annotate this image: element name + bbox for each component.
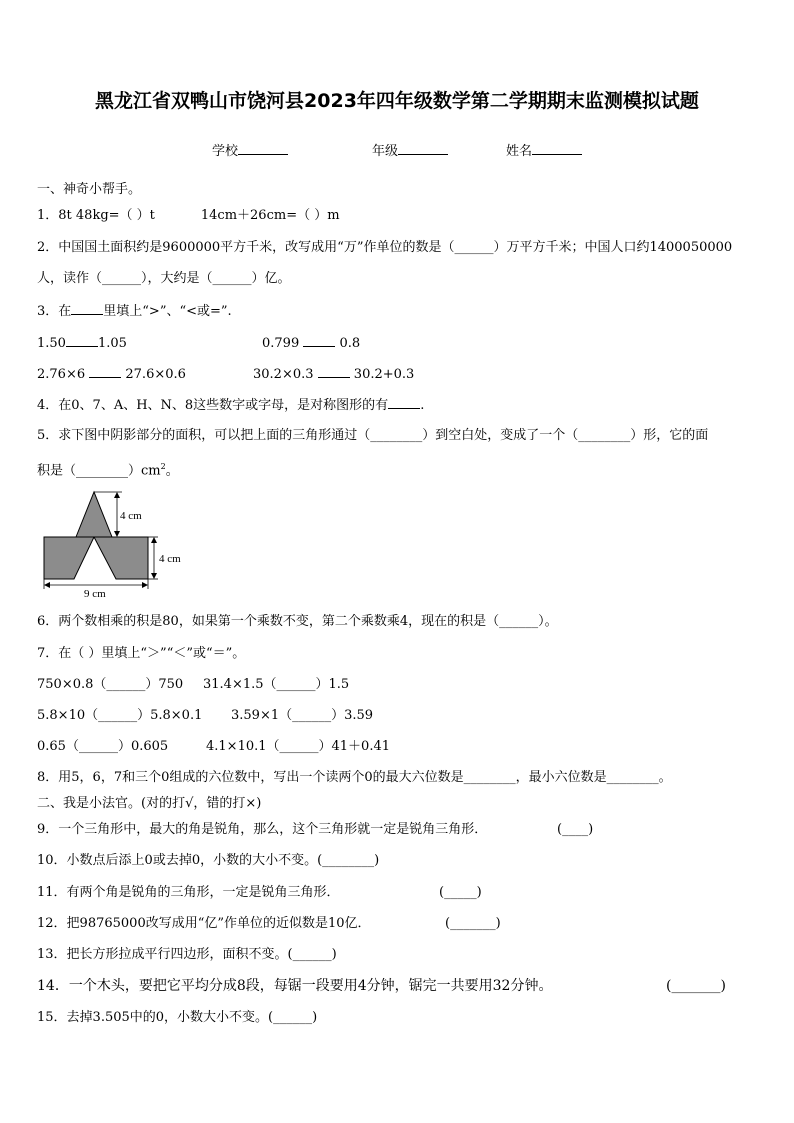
question-12-answer[interactable]: (_______) [445,916,501,931]
question-8: 8．用5，6，7和三个0组成的六位数中，写出一个读两个0的最大六位数是________，最小六位数是________。 [37,770,672,785]
name-field[interactable] [506,140,582,159]
question-7-row-3a: 0.65（______）0.605 [37,739,169,754]
question-1a: 1．8t 48kg=（ ）t [37,208,155,223]
answer-blank[interactable] [89,364,121,378]
label-right-height: 4 cm [159,553,181,565]
question-11: 11．有两个角是锐角的三角形，一定是锐角三角形． [37,885,340,900]
question-7-row-3b: 4.1×10.1（______）41＋0.41 [206,739,390,754]
school-field[interactable] [212,140,288,159]
page-title: 黑龙江省双鸭山市饶河县2023年四年级数学第二学期期末监测模拟试题 [95,90,699,112]
section-2-heading: 二、我是小法官。(对的打√，错的打×) [37,796,262,811]
grade-blank[interactable] [398,141,448,155]
question-15: 15．去掉3.505中的0，小数大小不变。(______) [37,1010,318,1025]
question-7: 7．在（ ）里填上“＞”“＜”或“＝”。 [37,646,246,661]
question-1 [37,207,340,225]
question-10: 10．小数点后添上0或去掉0，小数的大小不变。(________) [37,853,380,868]
shaded-area-figure [36,487,196,599]
name-label: 姓名 [506,144,533,159]
question-7-row-1b: 31.4×1.5（______）1.5 [203,677,350,692]
question-12: 12．把98765000改写成用“亿”作单位的近似数是10亿． [37,916,371,931]
question-2-line-1: 2．中国国土面积约是9600000平方千米，改写成用“万”作单位的数是（______）万平方千米；中国人口约1400050000 [37,240,733,255]
answer-blank[interactable] [303,333,335,347]
question-2-line-2: 人，读作（______），大约是（______）亿。 [37,271,291,286]
answer-blank[interactable] [318,364,350,378]
grade-label: 年级 [372,144,399,159]
question-3-row-2b: 30.2×0.3 30.2+0.3 [253,364,414,384]
school-label: 学校 [212,144,239,159]
question-3-row-1: 1.50 1.05 [37,333,127,353]
question-7-row-2b: 3.59×1（______）3.59 [231,708,374,723]
question-9-answer[interactable]: (____) [557,822,594,837]
question-3-row-2: 2.76×6 27.6×0.6 [37,364,186,384]
question-14: 14．一个木头，要把它平均分成8段，每锯一段要用4分钟，锯完一共要用32分钟。 [37,978,553,994]
grade-field[interactable] [372,140,448,159]
section-1-heading: 一、神奇小帮手。 [37,182,142,197]
question-3-row-1b: 0.799 0.8 [262,333,360,353]
question-14-answer[interactable]: (_______) [666,978,726,994]
question-7-row-2a: 5.8×10（______）5.8×0.1 [37,708,203,723]
label-bottom-width: 9 cm [84,588,106,599]
question-5-line-2: 积是$(\_\_\_\_\_\_\_\_)cm^2$。 [37,462,179,479]
question-13: 13．把长方形拉成平行四边形，面积不变。(______) [37,947,337,962]
question-9: 9．一个三角形中，最大的角是锐角，那么，这个三角形就一定是锐角三角形． [37,822,488,837]
question-5-line-1: 5．求下图中阴影部分的面积，可以把上面的三角形通过（________）到空白处，变成了一个（________）形，它的面 [37,428,709,443]
school-blank[interactable] [238,141,288,155]
name-blank[interactable] [532,141,582,155]
question-4: 4．在0、7、A、H、N、8这些数字或字母，是对称图形的有 . [37,395,424,415]
answer-blank[interactable] [66,333,98,347]
label-top-height: 4 cm [120,510,142,522]
answer-blank[interactable] [388,395,420,409]
question-11-answer[interactable]: (_____) [439,885,482,900]
question-1b: 14cm＋26cm=（ ）m [200,208,340,223]
question-3: 3．在 里填上“>”、“<或=”. [37,301,232,321]
answer-blank[interactable] [71,301,103,315]
question-7-row-1a: 750×0.8（______）750 [37,677,184,692]
upper-triangle [76,492,112,537]
question-6: 6．两个数相乘的积是80，如果第一个乘数不变，第二个乘数乘4，现在的积是（______）。 [37,614,558,629]
